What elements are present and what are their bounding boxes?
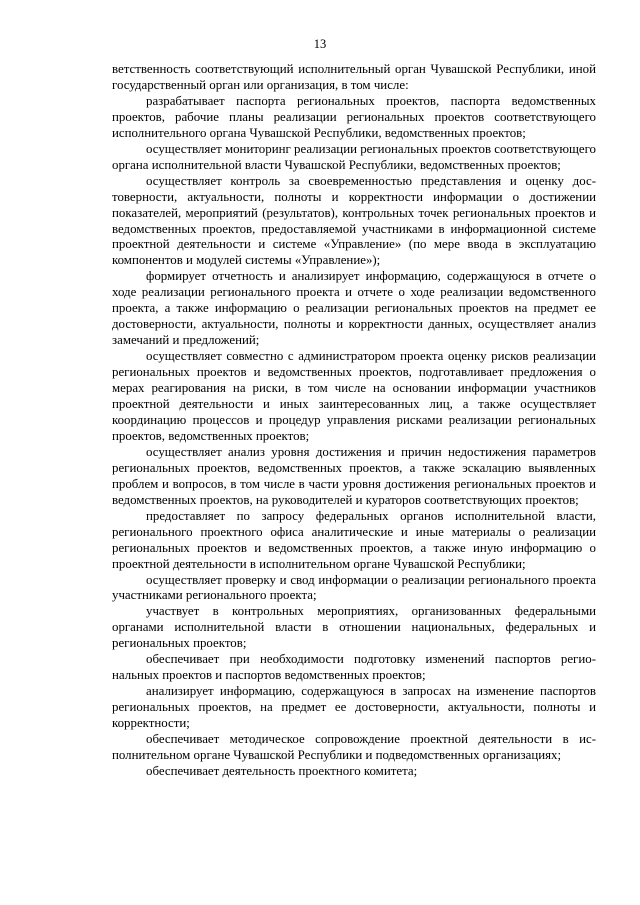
paragraph-13: обеспечивает методическое сопровождение проектной деятельности в исполнительном органе Чувашской Республики и подведомственных организациях;	[112, 732, 596, 762]
paragraph-9: осуществляет проверку и свод информации о реализации регионального проекта участниками регионального проекта;	[112, 572, 596, 603]
paragraph-7: осуществляет анализ уровня достижения и причин недостижения параметров региональных проектов, ведомственных проектов, а также эскалацию выявленных проблем и вопросов, в том числе в части уровня достижения региональных проектов и ведомственных проектов, на руководителей и кураторов соответствующих проектов;	[112, 444, 596, 507]
paragraph-11: обеспечивает при необходимости подготовку изменений паспортов региональных проектов и паспортов ведомственных проектов;	[112, 652, 596, 683]
paragraph-5: формирует отчетность и анализирует информацию, содержащуюся в отчете о ходе реализации регионального проекта и отчете о ходе реализации ведомственного проекта, а также информацию о реализации региональных проектов на предмет ее достоверности, актуальности, полноты и корректности данных, осуществляет анализ замечаний и предложений;	[112, 269, 596, 348]
paragraph-1: ветственность соответствующий исполнительный орган Чувашской Республики, иной государственный орган или организация, в том числе:	[112, 62, 596, 92]
paragraph-4: осуществляет контроль за своевременностью представления и оценку достоверности, актуальности, полноты и корректности информации о достижении показателей, мероприятий (результатов), контрольных точек региональных проектов и ведомственных проектов, предоставляемой участниками в информационной системе проектной деятельности и системе «Управление» (по мере ввода в эксплуатацию компонентов и модулей системы «Управление»);	[112, 173, 596, 268]
paragraph-8: предоставляет по запросу федеральных органов исполнительной власти, регионального проектного офиса аналитические и иные материалы о реализации региональных проектов и ведомственных проектов, а также иную информацию о проектной деятельности в исполнительном органе Чувашской Республики;	[112, 508, 596, 571]
paragraph-14: обеспечивает деятельность проектного комитета;	[146, 763, 418, 778]
paragraph-6: осуществляет совместно с администратором проекта оценку рисков реализации региональных проектов и ведомственных проектов, подготавливает предложения о мерах реагирования на риски, в том числе на основании информации участников проектной деятельности и иных заинтересованных лиц, а также осуществляет координацию процессов и процедур управления рисками реализации региональных проектов, ведомственных проектов;	[112, 349, 596, 443]
paragraph-2: разрабатывает паспорта региональных проектов, паспорта ведомственных проектов, рабочие планы реализации региональных проектов соответствующего исполнительного органа Чувашской Республики, ведомственных проектов;	[112, 93, 596, 140]
body-text	[112, 62, 596, 780]
paragraph-3: осуществляет мониторинг реализации региональных проектов соответствующего органа исполнительной власти Чувашской Республики, ведомственных проектов;	[112, 141, 597, 172]
paragraph-10: участвует в контрольных мероприятиях, организованных федеральными органами исполнительной власти в отношении национальных, федеральных и региональных проектов;	[112, 604, 596, 651]
paragraph-12: анализирует информацию, содержащуюся в запросах на изменение паспортов региональных проектов, на предмет ее достоверности, актуальности, полноты и корректности;	[112, 684, 596, 731]
page-number: 13	[313, 37, 327, 51]
